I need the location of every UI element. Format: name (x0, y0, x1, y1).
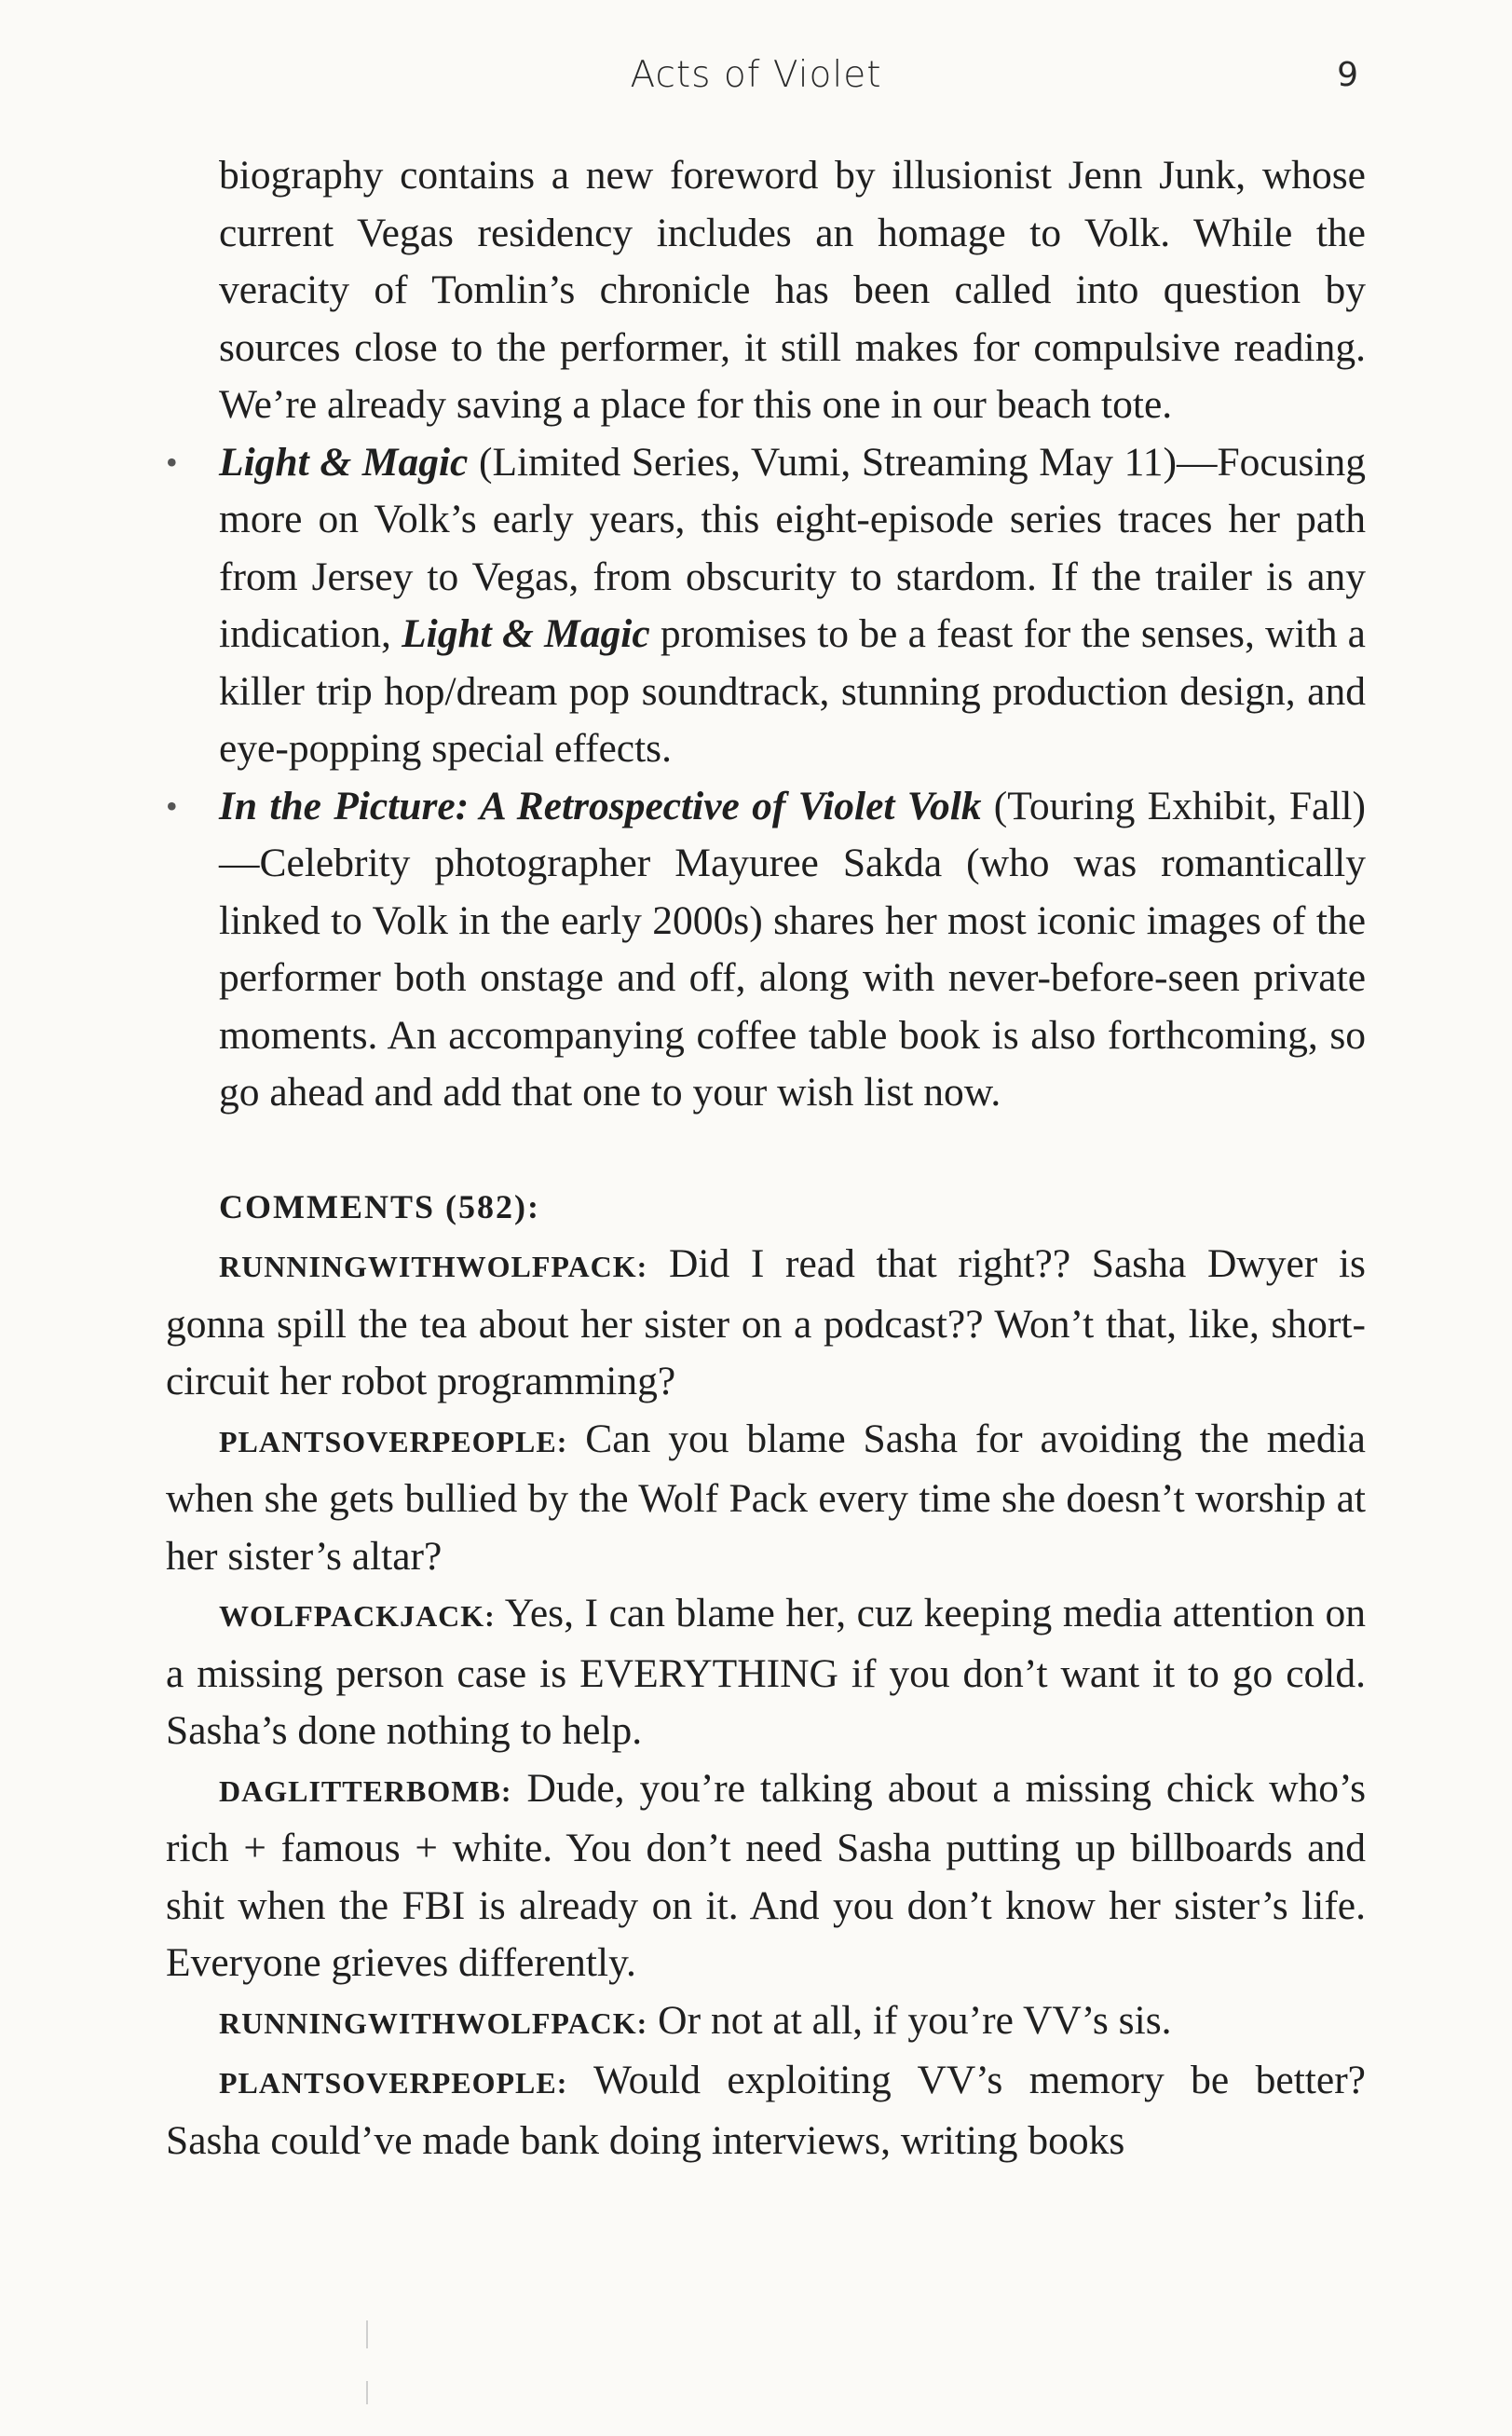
comment-text: Would exploiting VV’s memory be better? Sasha could’ve made bank doing interviews, writing books (166, 2058, 1366, 2163)
comment-handle: RUNNINGWITHWOLFPACK: (219, 1250, 648, 1283)
comment-handle: PLANTSOVERPEOPLE: (219, 2066, 568, 2100)
bullet-item-light-and-magic (166, 434, 1366, 778)
continued-paragraph: biography contains a new foreword by illusionist Jenn Junk, whose current Vegas residency includes an homage to Volk. While the veracity of Tomlin’s chronicle has been called into question by sources close to the performer, it still makes for compulsive reading. We’re already saving a place for this one in our beach tote. (219, 153, 1366, 427)
page-body (166, 147, 1366, 2169)
comment-item (166, 1236, 1366, 1411)
comment-handle: DAGLITTERBOMB: (219, 1773, 512, 1808)
comment-handle: PLANTSOVERPEOPLE: (219, 1424, 568, 1458)
comment-item (166, 1760, 1366, 1992)
book-title: Acts of Violet (630, 54, 882, 96)
bullet-text: (Limited Series, Vumi, Streaming May 11)—Focusing more on Volk’s early years, this eight-episode series traces her path from Jersey to Vegas, from obscurity to stardom. If the trailer is any indication, (219, 439, 1367, 656)
comment-handle: RUNNINGWITHWOLFPACK: (219, 2005, 648, 2040)
comment-item (166, 1992, 1366, 2053)
bullet-item-in-the-picture (166, 778, 1366, 1122)
comment-text: Or not at all, if you’re VV’s sis. (647, 1997, 1172, 2043)
scan-mark (366, 2320, 368, 2348)
comment-text: Yes, I can blame her, cuz keeping media attention on a missing person case is EVERYTHING if you don’t want it to go cold. Sasha’s done nothing to help. (166, 1591, 1366, 1753)
comments-heading: COMMENTS (582): (219, 1187, 540, 1225)
comment-item (166, 2052, 1366, 2169)
comment-text: Did I read that right?? Sasha Dwyer is gonna spill the tea about her sister on a podcast?? Won’t that, like, short-circuit her robot programming? (166, 1241, 1366, 1403)
scan-mark (366, 2381, 368, 2404)
comment-handle: WOLFPACKJACK: (219, 1599, 496, 1633)
bullet-text-after: promises to be a feast for the senses, with a killer trip hop/dream pop soundtrack, stunning production design, and eye-popping special effects. (219, 611, 1366, 771)
comment-item (166, 1411, 1366, 1586)
running-head (0, 54, 1512, 110)
bullet-text: (Touring Exhibit, Fall)—Celebrity photographer Mayuree Sakda (who was romantically linked to Volk in the early 2000s) shares her most iconic images of the performer both onstage and off, along with never-before-seen private moments. An accompanying coffee table book is also forthcoming, so go ahead and add that one to your wish list now. (219, 783, 1367, 1115)
comment-item (166, 1585, 1366, 1760)
comment-text: Can you blame Sasha for avoiding the media when she gets bullied by the Wolf Pack every time she doesn’t worship at her sister’s altar? (166, 1416, 1366, 1579)
comments-list (166, 1236, 1366, 2169)
comment-text: Dude, you’re talking about a missing chick who’s rich + famous + white. You don’t need Sasha putting up billboards and shit when the FBI is already on it. And you don’t know her sister’s life. Everyone grieves differently. (166, 1765, 1366, 1985)
bullet-icon: • (166, 443, 178, 481)
bullet-title: Light & Magic (219, 439, 469, 485)
bullet-title: In the Picture: A Retrospective of Violet Volk (219, 783, 982, 828)
bullet-icon: • (166, 787, 178, 825)
page-number: 9 (1337, 56, 1358, 94)
bullet-inline-title: Light & Magic (402, 611, 650, 656)
